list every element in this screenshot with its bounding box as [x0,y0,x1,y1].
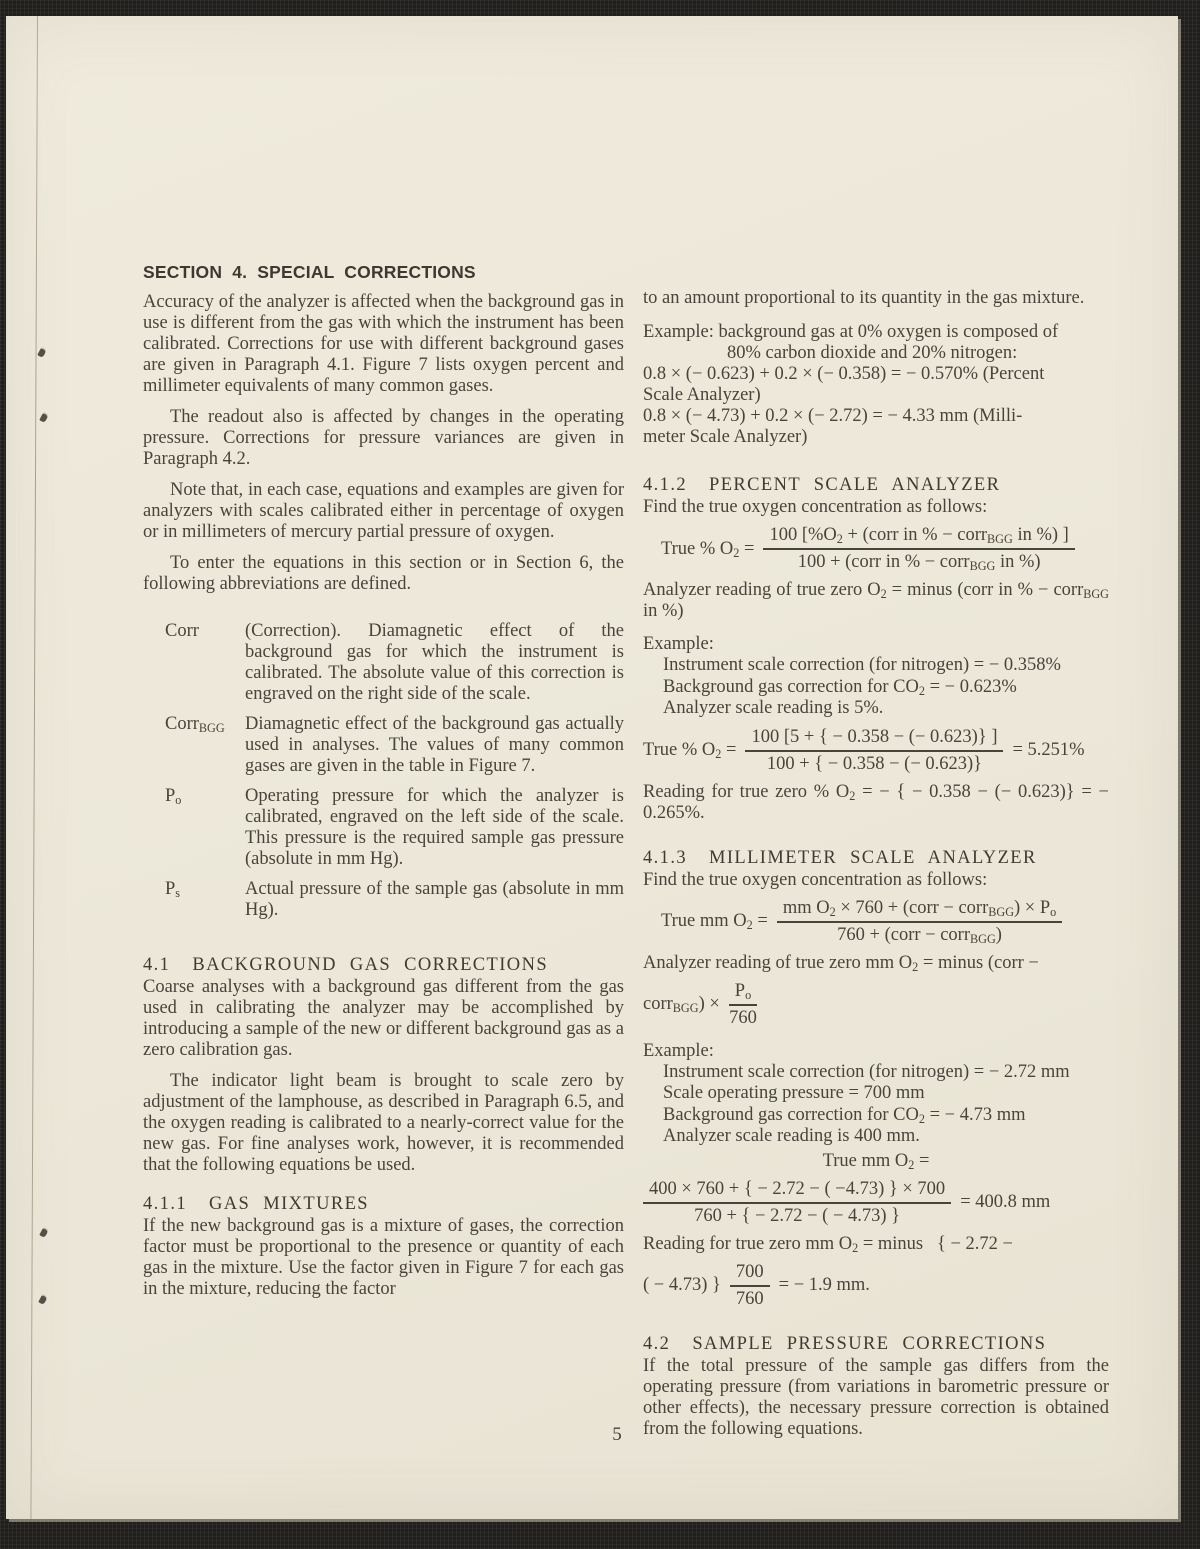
fraction-numerator: 700 [730,1262,770,1287]
definition-text: Actual pressure of the sample gas (absolute in mm Hg). [245,879,624,920]
subsection-heading-41 [143,955,624,976]
page-number: 5 [612,1424,622,1445]
example-item: Analyzer scale reading is 400 mm. [663,1126,920,1146]
heading-title: BACKGROUND GAS CORRECTIONS [192,955,549,975]
definition-row [143,879,624,921]
fraction-denominator: 100 + { − 0.358 − (− 0.623)} [766,753,983,774]
fraction-numerator: $P_o$ [729,981,757,1006]
example-item: Background gas correction for $CO_2$ = − 0.623% [663,676,1017,698]
definition-text: Operating pressure for which the analyzer is calibrated, engraved on the left side of the scale. This pressure is the required sample gas pressure (absolute in mm Hg). [245,786,624,869]
document-page [6,16,1178,1519]
example-items [643,1062,1109,1148]
equation [643,525,1109,573]
example-item: Background gas correction for $CO_2$ = − 4.73 mm [663,1104,1026,1126]
equation-rhs: = 400.8 mm [960,1192,1051,1212]
heading-title: MILLIMETER SCALE ANALYZER [709,847,1037,868]
example-item: Scale operating pressure = 700 mm [663,1083,925,1103]
subsection-heading-412 [643,475,1109,496]
equation-fraction [763,525,1074,573]
fraction-denominator: 100 + (corr in % − corr$_{BGG}$ in %) [797,552,1041,574]
equation-fraction [777,898,1062,946]
heading-number: 4.1.2 [643,475,687,495]
example-item: Analyzer scale reading is 5%. [663,698,884,718]
definition-text: (Correction). Diamagnetic effect of the background gas for which the instrument is calibrated. The absolute value of this correction is engraved on the right side of the scale. [245,621,624,704]
paragraph: The indicator light beam is brought to scale zero by adjustment of the lamphouse, as described in Paragraph 6.5, and the oxygen reading is calibrated to a nearly-correct value for the new gas. For fine analyses work, however, it is recommended that the following equations be used. [143,1071,624,1175]
equation-lead: True mm $O_2$ = [822,1150,930,1172]
example-item: Instrument scale correction (for nitrogen) = − 2.72 mm [663,1061,1070,1082]
abbreviation-list [143,621,624,921]
equation-lhs: True mm $O_2$ = [661,911,768,933]
equation-lhs: corr$_{BGG}$) × [643,994,720,1016]
definition-text: Diamagnetic effect of the background gas actually used in analyses. The values of many common gases are given in the table in Figure 7. [245,714,624,776]
paragraph: Reading for true zero mm $O_2$ = minus { − 2.72 − [643,1233,1013,1255]
heading-number: 4.1.1 [143,1194,187,1214]
staple-mark [39,412,49,423]
example-items [643,655,1109,720]
example-line: Scale Analyzer) [643,385,761,405]
equation-lhs: ( − 4.73) } [643,1275,721,1295]
equation-fraction [730,1262,770,1310]
equation-fraction [729,981,757,1029]
definition-row [143,714,624,777]
right-column [643,288,1109,1440]
equation [643,981,1109,1029]
left-column [143,262,624,1300]
equation [643,727,1109,775]
heading-title: SAMPLE PRESSURE CORRECTIONS [692,1333,1047,1354]
paragraph: The readout also is affected by changes in the operating pressure. Corrections for pressure variances are given in Paragraph 4.2. [143,407,624,469]
fraction-numerator: 100 [5 + { − 0.358 − (− 0.623)} ] [745,727,1003,752]
fraction-denominator: 760 [735,1288,764,1309]
staple-mark [38,1294,48,1305]
definition-term: $P_o$ [165,786,182,808]
section-heading: SECTION 4. SPECIAL CORRECTIONS [143,262,476,282]
heading-number: 4.2 [643,1333,671,1354]
example-item: Instrument scale correction (for nitrogen) = − 0.358% [663,655,1061,675]
paragraph: If the total pressure of the sample gas differs from the operating pressure (from variations in barometric pressure or other effects), the necessary pressure correction is obtained from the following equations. [643,1355,1109,1439]
definition-row [143,621,624,705]
equation-rhs: = − 1.9 mm. [778,1275,870,1295]
example-label: Example: [643,634,714,654]
example-line: 80% carbon dioxide and 20% nitrogen: [727,343,1018,363]
paragraph: Accuracy of the analyzer is affected when the background gas in use is different from the gas with which the instrument has been calibrated. Corrections for use with different background gases are given in Paragraph 4.1. Figure 7 lists oxygen percent and millimeter equivalents of many common gases. [143,292,624,396]
equation-lhs: True % $O_2$ = [661,538,755,560]
paragraph: To enter the equations in this section or in Section 6, the following abbreviations are defined. [143,553,624,594]
definition-term: $P_s$ [165,879,181,901]
equation [643,1262,1109,1310]
paragraph: Analyzer reading of true zero mm $O_2$ = minus (corr − [643,952,1039,974]
paragraph: Reading for true zero % $O_2$ = − { − 0.358 − (− 0.623)} = − 0.265%. [643,781,1109,823]
equation-fraction [643,1179,951,1227]
heading-title: GAS MIXTURES [209,1194,369,1214]
subsection-heading-42 [643,1334,1109,1355]
fraction-denominator: 760 [729,1007,757,1028]
paragraph: Find the true oxygen concentration as follows: [643,869,988,890]
definition-row [143,786,624,870]
example-block [643,322,1109,448]
equation-fraction [745,727,1003,775]
paragraph: Find the true oxygen concentration as follows: [643,497,988,517]
heading-title: PERCENT SCALE ANALYZER [709,475,1001,495]
equation [643,898,1109,946]
fraction-numerator: 100 [$\%O_2$ + (corr in % − corr$_{BGG}$ in %) ] [763,525,1074,550]
equation-rhs: = 5.251% [1012,740,1085,760]
binding-crease [30,16,38,1519]
equation-lhs: True % $O_2$ = [643,740,737,762]
definition-term: Corr [165,621,199,641]
example-label: Example: [643,1040,714,1061]
staple-mark [37,347,47,358]
heading-number: 4.1.3 [643,847,687,868]
example-line: Example: background gas at 0% oxygen is composed of [643,322,1059,342]
paragraph: to an amount proportional to its quantity in the gas mixture. [643,288,1085,308]
paragraph: Analyzer reading of true zero $O_2$ = minus (corr in % − corr$_{BGG}$ in %) [643,580,1109,621]
example-line: 0.8 × (− 4.73) + 0.2 × (− 2.72) = − 4.33 mm (Milli- [643,406,1023,426]
example-line: 0.8 × (− 0.623) + 0.2 × (− 0.358) = − 0.570% (Percent [643,364,1045,384]
example-line: meter Scale Analyzer) [643,427,808,447]
fraction-numerator: mm $O_2 \times 760$ + (corr − corr$_{BGG}$) × $P_o$ [777,898,1062,923]
paragraph: Note that, in each case, equations and examples are given for analyzers with scales calibrated either in percentage of oxygen or in millimeters of mercury partial pressure of oxygen. [143,480,624,542]
heading-number: 4.1 [143,955,171,975]
subsection-heading-411 [143,1194,624,1215]
fraction-numerator: 400 × 760 + { − 2.72 − ( −4.73) } × 700 [643,1179,951,1204]
fraction-denominator: 760 + (corr − corr$_{BGG}$) [837,924,1002,946]
paragraph: Coarse analyses with a background gas different from the gas used in calibrating the analyzer may be accomplished by introducing a sample of the new or different background gas as a zero calibration gas. [143,977,624,1060]
staple-mark [39,1227,49,1238]
definition-term: Corr$_{BGG}$ [165,714,225,736]
fraction-denominator: 760 + { − 2.72 − ( − 4.73) } [694,1205,901,1226]
equation [643,1179,1109,1227]
paragraph: If the new background gas is a mixture of gases, the correction factor must be proportional to the presence or quantity of each gas in the mixture. Use the factor given in Figure 7 for each gas in the mixture, reducing the factor [143,1216,624,1299]
subsection-heading-413 [643,848,1109,869]
